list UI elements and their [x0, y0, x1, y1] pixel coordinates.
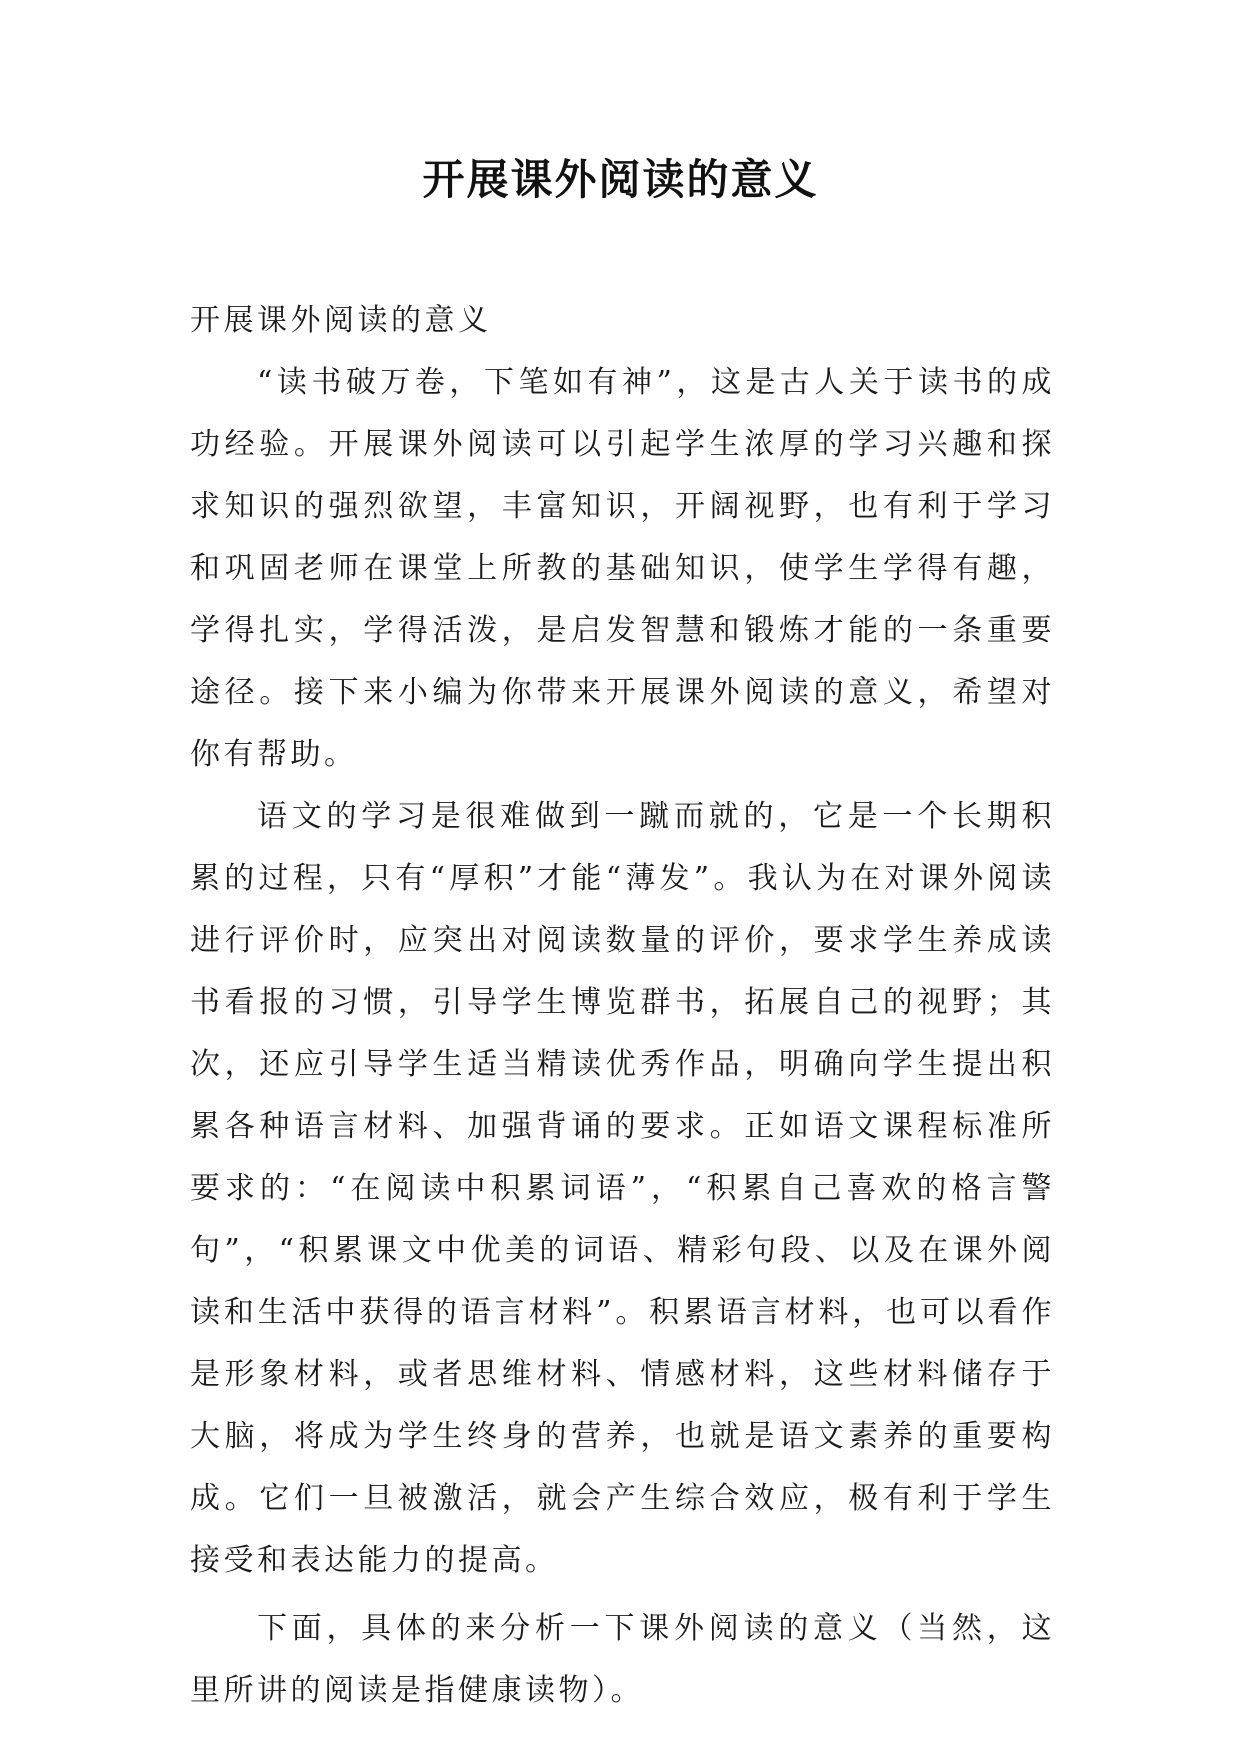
- paragraph-analysis: 下面，具体的来分析一下课外阅读的意义（当然，这里所讲的阅读是指健康读物）。: [190, 1611, 1055, 1708]
- document-title: 开展课外阅读的意义: [422, 155, 819, 204]
- paragraph-accumulation: 语文的学习是很难做到一蹴而就的，它是一个长期积累的过程，只有“厚积”才能“薄发”。我认为在对课外阅读进行评价时，应突出对阅读数量的评价，要求学生养成读书看报的习惯，引导学生博览群书，拓展自己的视野；其次，还应引导学生适当精读优秀作品，明确向学生提出积累各种语言材料、加强背诵的要求。正如语文课程标准所要求的：“在阅读中积累词语”，“积累自己喜欢的格言警句”，“积累课文中优美的词语、精彩句段、以及在课外阅读和生活中获得的语言材料”。积累语言材料，也可以看作是形象材料，或者思维材料、情感材料，这些材料储存于大脑，将成为学生终身的营养，也就是语文素养的重要构成。它们一旦被激活，就会产生综合效应，极有利于学生接受和表达能力的提高。: [190, 799, 1055, 1578]
- document-body: [190, 290, 1055, 1722]
- document-subheading: 开展课外阅读的意义: [190, 303, 492, 338]
- paragraph-intro: “读书破万卷，下笔如有神”，这是古人关于读书的成功经验。开展课外阅读可以引起学生浓厚的学习兴趣和探求知识的强烈欲望，丰富知识，开阔视野，也有利于学习和巩固老师在课堂上所教的基础知识，使学生学得有趣，学得扎实，学得活泼，是启发智慧和锻炼才能的一条重要途径。接下来小编为你带来开展课外阅读的意义，希望对你有帮助。: [190, 365, 1055, 772]
